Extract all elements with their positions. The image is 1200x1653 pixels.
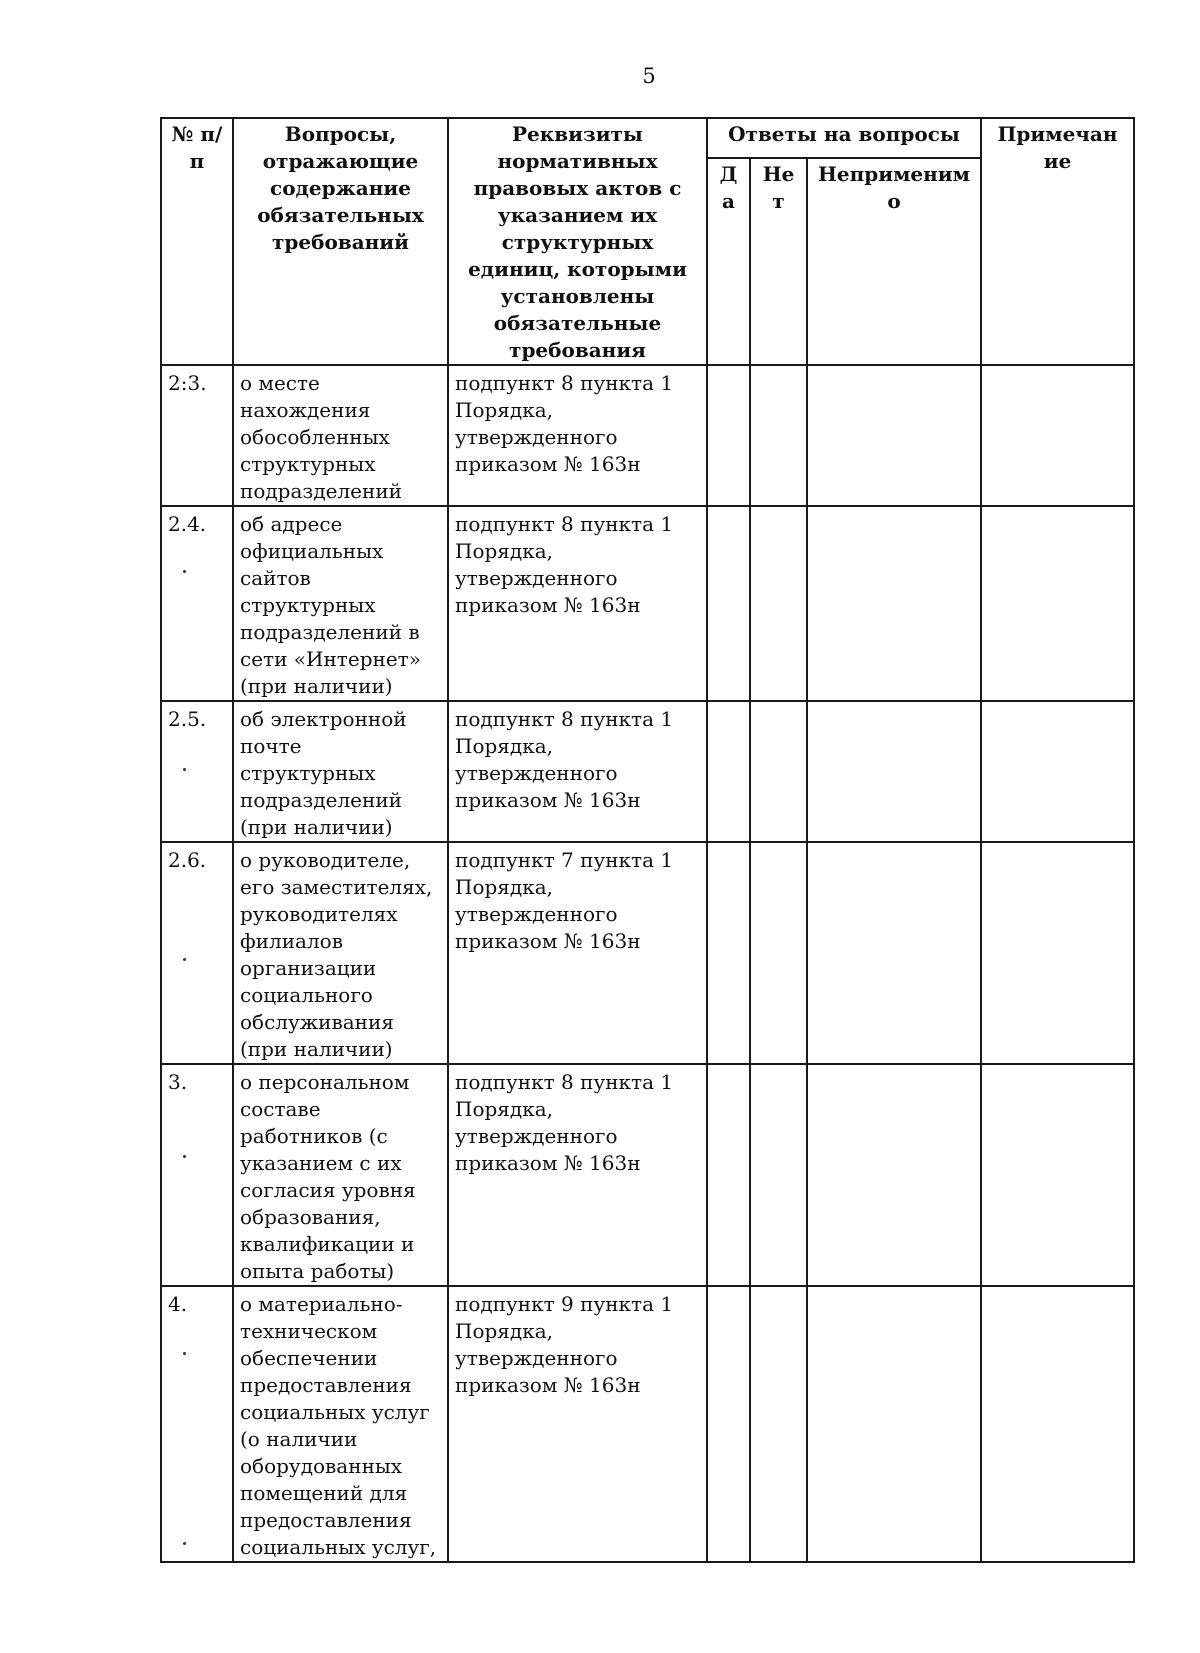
checklist-table xyxy=(160,117,1135,1563)
row-question: о руководителе, его заместителях, руководителях филиалов организации социального обслуживания (при наличии) xyxy=(233,842,448,1064)
row-num: 2.6. xyxy=(161,842,233,1064)
answer-yes-cell xyxy=(707,842,750,1064)
answer-yes-cell xyxy=(707,701,750,842)
answer-not-applicable-cell xyxy=(807,701,981,842)
answer-no-cell xyxy=(750,506,807,701)
answer-yes-cell xyxy=(707,1064,750,1286)
note-cell xyxy=(981,365,1134,506)
header-not-applicable: Неприменимо xyxy=(807,158,981,365)
row-question: о материально-техническом обеспечении предоставления социальных услуг (о наличии оборудованных помещений для предоставления социальных услуг, xyxy=(233,1286,448,1562)
table-row xyxy=(161,842,1134,1064)
header-no: Нет xyxy=(750,158,807,365)
answer-yes-cell xyxy=(707,365,750,506)
table-row xyxy=(161,365,1134,506)
answer-no-cell xyxy=(750,842,807,1064)
answer-no-cell xyxy=(750,365,807,506)
row-question: о персональном составе работников (с указанием с их согласия уровня образования, квалификации и опыта работы) xyxy=(233,1064,448,1286)
row-question: об адресе официальных сайтов структурных подразделений в сети «Интернет» (при наличии) xyxy=(233,506,448,701)
scan-speck xyxy=(183,1352,186,1355)
row-num: 3. xyxy=(161,1064,233,1286)
answer-not-applicable-cell xyxy=(807,842,981,1064)
row-requisite: подпункт 8 пункта 1 Порядка, утвержденного приказом № 163н xyxy=(448,365,707,506)
answer-no-cell xyxy=(750,1286,807,1562)
note-cell xyxy=(981,701,1134,842)
row-num: 2:3. xyxy=(161,365,233,506)
scan-speck xyxy=(183,1542,186,1545)
header-num: № п/п xyxy=(161,118,233,365)
answer-not-applicable-cell xyxy=(807,365,981,506)
note-cell xyxy=(981,1064,1134,1286)
note-cell xyxy=(981,506,1134,701)
scan-speck xyxy=(183,768,186,771)
row-num: 4. xyxy=(161,1286,233,1562)
row-question: о месте нахождения обособленных структурных подразделений xyxy=(233,365,448,506)
header-yes: Да xyxy=(707,158,750,365)
table-row xyxy=(161,506,1134,701)
header-questions: Вопросы, отражающие содержание обязательных требований xyxy=(233,118,448,365)
row-requisite: подпункт 8 пункта 1 Порядка, утвержденного приказом № 163н xyxy=(448,1064,707,1286)
header-row xyxy=(161,118,1134,158)
row-question: об электронной почте структурных подразделений (при наличии) xyxy=(233,701,448,842)
scan-speck xyxy=(183,570,186,573)
answer-yes-cell xyxy=(707,506,750,701)
scan-speck xyxy=(183,958,186,961)
answer-not-applicable-cell xyxy=(807,506,981,701)
row-num: 2.4. xyxy=(161,506,233,701)
page-number: 5 xyxy=(642,64,656,88)
note-cell xyxy=(981,1286,1134,1562)
answer-no-cell xyxy=(750,701,807,842)
scan-speck xyxy=(183,1155,186,1158)
table-row xyxy=(161,701,1134,842)
row-requisite: подпункт 9 пункта 1 Порядка, утвержденного приказом № 163н xyxy=(448,1286,707,1562)
table-row xyxy=(161,1286,1134,1562)
header-requisites: Реквизиты нормативных правовых актов с указанием их структурных единиц, которыми установлены обязательные требования xyxy=(448,118,707,365)
row-num: 2.5. xyxy=(161,701,233,842)
note-cell xyxy=(981,842,1134,1064)
row-requisite: подпункт 7 пункта 1 Порядка, утвержденного приказом № 163н xyxy=(448,842,707,1064)
row-requisite: подпункт 8 пункта 1 Порядка, утвержденного приказом № 163н xyxy=(448,701,707,842)
answer-no-cell xyxy=(750,1064,807,1286)
answer-not-applicable-cell xyxy=(807,1064,981,1286)
row-requisite: подпункт 8 пункта 1 Порядка, утвержденного приказом № 163н xyxy=(448,506,707,701)
header-answers: Ответы на вопросы xyxy=(707,118,981,158)
table-row xyxy=(161,1064,1134,1286)
answer-yes-cell xyxy=(707,1286,750,1562)
header-notes: Примечан ие xyxy=(981,118,1134,365)
answer-not-applicable-cell xyxy=(807,1286,981,1562)
